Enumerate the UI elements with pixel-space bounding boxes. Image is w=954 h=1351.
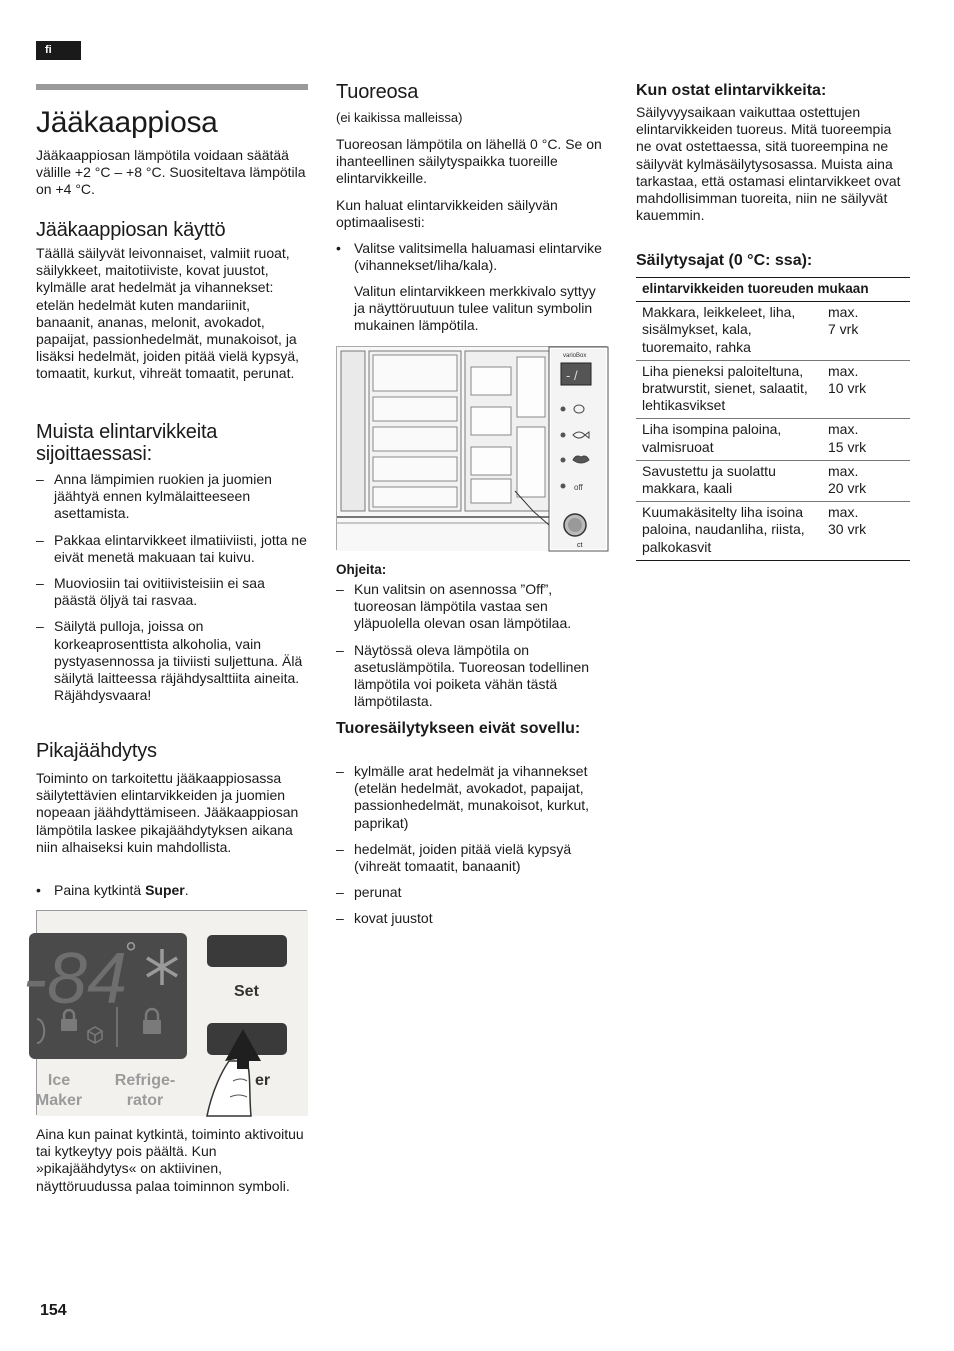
set-label: Set [234,983,259,1000]
selector-label: ct [577,542,583,549]
section-rule [36,84,308,90]
super-label: er [255,1072,271,1089]
variobox-digits: - / [566,368,578,383]
fridge-drawing [337,347,608,551]
food-cell: Savustettu ja suolattu makkara, kaali [636,460,822,501]
fresh-p2: Kun haluat elintarvikkeiden säilyvän optimaalisesti: [336,197,558,231]
control-panel-illustration [23,910,307,1115]
time-cell: max. 30 vrk [822,502,910,561]
variobox-brand: varioBox [563,353,587,359]
fresh-note: (ei kaikissa malleissa) [336,110,463,125]
list-item: – Kun valitsin on asennossa ”Off”, tuoreosan lämpötila vastaa sen yläpuolella olevan osan lämpötilaa. [336,581,608,633]
storage-times-table [636,277,910,561]
ice-label-2: Maker [35,1092,83,1109]
fridge-label-2: rator [126,1092,164,1109]
list-item: – perunat [336,884,608,901]
list-item: – Säilytä pulloja, joissa on korkeaprosenttista alkoholia, vain pystyasennossa ja tiiviisti suljettuna. Älä säilytä laitteessa räjähdysalttiita aineita. Räjähdysvaara! [36,618,308,704]
page-title: Jääkaappiosa [36,106,218,139]
time-cell: max. 7 vrk [822,302,910,361]
time-cell: max. 20 vrk [822,460,910,501]
display-digits: -84 [23,939,128,1019]
fresh-title: Tuoreosa [336,81,419,103]
fridge-illustration [336,346,607,550]
table-header-row [636,278,910,302]
unsuitable-list [336,763,608,937]
storage-heading: Säilytysajat (0 °C: ssa): [636,252,813,269]
variobox-off-label: off [574,483,583,492]
intro-text: Jääkaappiosan lämpötila voidaan säätää välille +2 °C – +8 °C. Suositeltava lämpötila on +4 °C. [36,147,306,198]
list-item: – Muoviosiin tai ovitiivisteisiin ei saa päästä öljyä tai rasvaa. [36,575,308,609]
list-item: – Anna lämpimien ruokien ja juomien jäähtyä ennen kylmälaitteeseen asettamista. [36,471,308,523]
quick-cool-heading: Pikajäähdytys [36,740,157,762]
use-heading: Jääkaappiosan käyttö [36,219,226,241]
time-cell: max. 15 vrk [822,419,910,460]
fresh-p1: Tuoreosan lämpötila on lähellä 0 °C. Se on ihanteellinen säilytyspaikka tuoreille elintarvikkeille. [336,136,602,187]
display-degree: ° [125,937,137,970]
list-item: – kovat juustot [336,910,608,927]
quick-cool-text: Toiminto on tarkoitettu jääkaappiosassa säilytettävien elintarvikkeiden ja juomien nopeaan jäähdyttämiseen. Jääkaappiosan lämpötila laskee pikajäähdytyksen aikana niin alhaiseksi kuin mahdollista. [36,770,299,855]
list-item: – hedelmät, joiden pitää vielä kypsyä (vihreät tomaatit, banaanit) [336,841,608,875]
list-item: – Näytössä oleva lämpötila on asetuslämpötila. Tuoreosan todellinen lämpötila voi poiketa vähän tästä lämpötilasta. [336,642,608,711]
buy-heading: Kun ostat elintarvikkeita: [636,82,827,99]
ice-label-1: Ice [47,1072,71,1089]
food-cell: Liha pieneksi paloiteltuna, bratwurstit, sienet, salaatit, lehtikasvikset [636,360,822,419]
set-button-shape [207,935,287,967]
list-item: • Valitse valitsimella haluamasi elintarvike (vihannekset/liha/kala). [336,240,608,274]
table-row [636,502,910,561]
remember-list [36,471,308,713]
fresh-bullets [336,240,608,283]
press-instruction [36,882,308,908]
unsuitable-heading: Tuoresäilytykseen eivät sovellu: [336,720,581,737]
hints-list [336,581,608,719]
food-cell: Makkara, leikkeleet, liha, sisälmykset, kala, tuoremaito, rahka [636,302,822,361]
list-item: – Pakkaa elintarvikkeet ilmatiiviisti, jotta ne eivät menetä makuaan tai kuivu. [36,532,308,566]
use-text: Täällä säilyvät leivonnaiset, valmiit ruoat, säilykkeet, maitotiiviste, kovat juustot, kylmälle arat hedelmät ja vihannekset: etelän hedelmät kuten mandariinit, banaanit, ananas, melonit, avokadot, papaijat, passionhedelmät, munakoisot, ja lisäksi hedelmät, joiden pitää vielä kypsyä, tomaatit, kurkut, vihreät tomaatit, perunat. [36,245,300,382]
buy-text: Säilyvyysaikaan vaikuttaa ostettujen elintarvikkeiden tuoreus. Mitä tuoreempia ne ovat ostettaessa, sitä tuoreempina ne säilyvät kylmäsäilytysosassa. Muista aina tarkastaa, että ostamasi elintarvikkeet ovat mahdollisimman tuoreita, niin ne säilyvät kauemmin. [636,104,901,224]
super-key-name: Super [145,882,185,898]
list-item: – kylmälle arat hedelmät ja vihannekset (etelän hedelmät, avokadot, papaijat, passionhedelmät, munakoisot, kurkut, paprikat) [336,763,608,832]
time-cell: max. 10 vrk [822,360,910,419]
panel-drawing [23,911,308,1116]
list-item: • Paina kytkintä Super. [36,882,308,899]
food-cell: Liha isompina paloina, valmisruoat [636,419,822,460]
table-row [636,302,910,361]
remember-heading: Muista elintarvikkeita sijoittaessasi: [36,421,218,465]
table-row [636,460,910,501]
hints-heading: Ohjeita: [336,562,387,577]
food-cell: Kuumakäsitelty liha isoina paloina, naudanliha, riista, palkokasvit [636,502,822,561]
table-row [636,419,910,460]
language-tag: fi [36,41,81,60]
table-header: elintarvikkeiden tuoreuden mukaan [636,278,910,302]
fridge-label-1: Refrige- [114,1072,176,1089]
after-text: Aina kun painat kytkintä, toiminto aktivoituu tai kytkeytyy pois päältä. Kun »pikajäähdytys« on aktiivinen, näyttöruudussa palaa toiminnon symboli. [36,1126,304,1194]
table-row [636,360,910,419]
fresh-p3: Valitun elintarvikkeen merkkivalo syttyy ja näyttöruutuun tulee valitun symbolin mukainen lämpötila. [354,283,596,334]
page-number: 154 [40,1302,67,1319]
